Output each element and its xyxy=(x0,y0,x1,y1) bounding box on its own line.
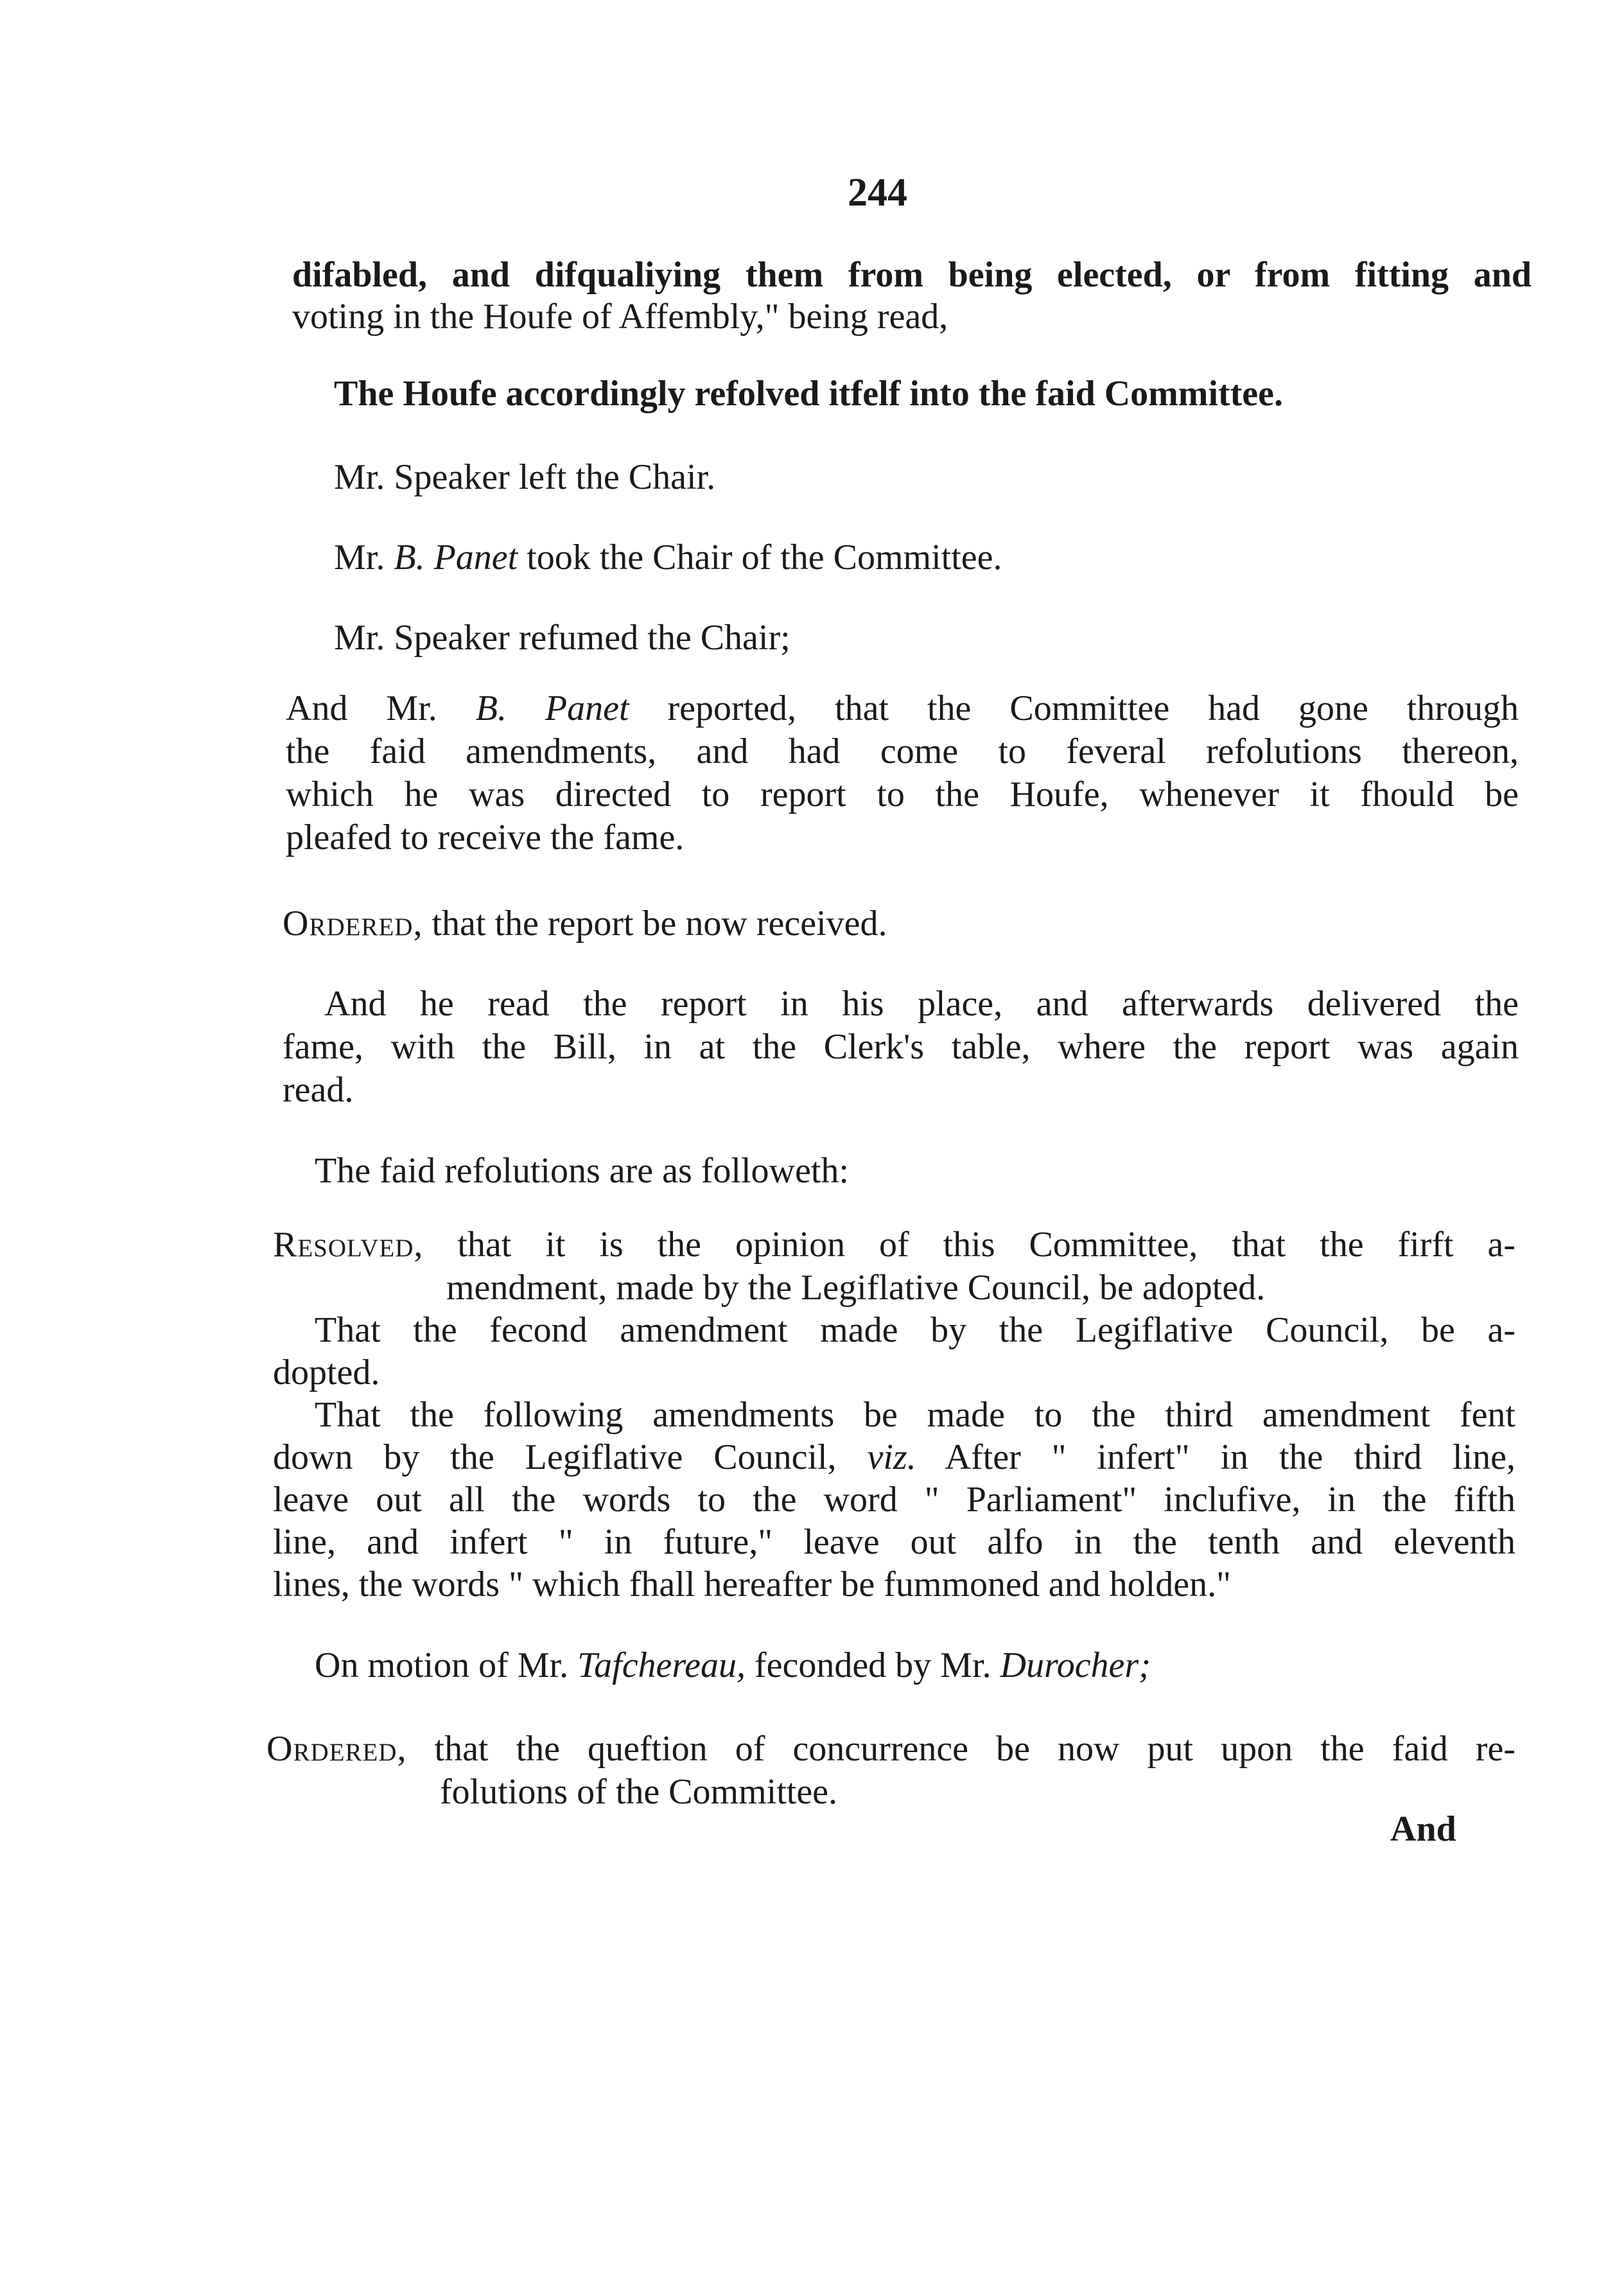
report-name: B. Panet xyxy=(475,688,629,728)
report-paragraph xyxy=(286,687,1519,730)
continuation-line: difabled, and difqualiying them from being elected, or from fitting and xyxy=(292,255,1532,295)
ordered-question-line-2: folutions of the Committee. xyxy=(440,1772,838,1812)
second-amendment-end xyxy=(273,1351,380,1394)
committee-resolve-paragraph xyxy=(334,373,1283,416)
chair-taken-prefix: Mr. xyxy=(334,538,394,577)
ordered-label: Ordered, xyxy=(283,904,423,943)
resolutions-intro-paragraph xyxy=(315,1150,849,1193)
resolved-paragraph xyxy=(273,1223,1515,1267)
third-amendment-end xyxy=(273,1563,1231,1606)
third-amendment-cont xyxy=(273,1521,1515,1564)
ordered-question-end xyxy=(440,1771,837,1814)
third-amendment-paragraph xyxy=(315,1394,1515,1437)
ordered-question-line-1 xyxy=(266,1728,1515,1771)
third-amendment-line-2-pre: down by the Legiflative Council, xyxy=(273,1437,868,1477)
chair-taken-name: B. Panet xyxy=(394,538,518,577)
delivered-paragraph-cont xyxy=(283,1026,1519,1069)
ordered-label: Ordered, xyxy=(266,1729,407,1769)
speaker-left-paragraph xyxy=(334,456,715,499)
report-paragraph-cont xyxy=(286,773,1519,816)
report-line-3: which he was directed to report to the Houfe, whenever it fhould be xyxy=(286,775,1519,814)
motion-pre: On motion of Mr. xyxy=(315,1645,578,1685)
continuation-paragraph-end xyxy=(292,295,948,338)
resolved-line-1-rest: that it is the opinion of this Committee, that the firft a- xyxy=(423,1225,1515,1265)
delivered-paragraph xyxy=(324,983,1519,1026)
third-amendment-line-5: lines, the words " which fhall hereafter be fummoned and holden." xyxy=(273,1565,1231,1604)
motion-seconder: Durocher; xyxy=(1000,1645,1151,1685)
ordered-question-paragraph xyxy=(266,1728,1515,1771)
continuation-paragraph xyxy=(292,254,1532,297)
resolutions-intro-text: The faid refolutions are as followeth: xyxy=(315,1151,849,1191)
second-amendment-line-2: dopted. xyxy=(273,1353,380,1392)
second-amendment-line-1: That the fecond amendment made by the Legiflative Council, be a- xyxy=(315,1310,1515,1350)
page-number: 244 xyxy=(848,171,907,215)
continuation-line: voting in the Houfe of Affembly," being read, xyxy=(292,297,948,337)
catchword-text: And xyxy=(1390,1809,1456,1849)
report-line-1 xyxy=(286,687,1519,730)
delivered-line-2: fame, with the Bill, in at the Clerk's table, where the report was again xyxy=(283,1027,1519,1067)
third-amendment-cont xyxy=(273,1478,1515,1522)
report-line-2: the faid amendments, and had come to feveral refolutions thereon, xyxy=(286,732,1519,771)
report-line-1-rest: reported, that the Committee had gone through xyxy=(629,688,1519,728)
report-line-4: pleafed to receive the fame. xyxy=(286,818,685,857)
ordered-received-paragraph xyxy=(283,902,887,945)
committee-resolve-text: The Houfe accordingly refolved itfelf into the faid Committee. xyxy=(334,374,1284,414)
resolved-line-1 xyxy=(273,1223,1515,1267)
ordered-question-line-1-rest: that the queftion of concurrence be now put upon the faid re- xyxy=(406,1729,1515,1769)
third-amendment-line-1: That the following amendments be made to the third amendment fent xyxy=(315,1395,1515,1435)
delivered-line-3: read. xyxy=(283,1070,354,1110)
delivered-line-1: And he read the report in his place, and afterwards delivered the xyxy=(324,984,1519,1024)
chair-taken-paragraph xyxy=(334,536,1002,579)
second-amendment-paragraph xyxy=(315,1309,1515,1352)
viz-abbrev: viz. xyxy=(867,1437,916,1477)
report-prefix: And Mr. xyxy=(286,688,476,728)
third-amendment-line-3: leave out all the words to the word " Parliament" inclufive, in the fifth xyxy=(273,1480,1515,1520)
speaker-left-text: Mr. Speaker left the Chair. xyxy=(334,457,716,497)
speaker-resumed-text: Mr. Speaker refumed the Chair; xyxy=(334,618,790,658)
motion-paragraph xyxy=(315,1644,1151,1687)
ordered-received-text: that the report be now received. xyxy=(423,904,887,943)
catchword xyxy=(1390,1808,1456,1851)
motion-mid: feconded by Mr. xyxy=(745,1645,1000,1685)
third-amendment-cont xyxy=(273,1436,1515,1479)
delivered-paragraph-end xyxy=(283,1069,353,1112)
chair-taken-suffix: took the Chair of the Committee. xyxy=(518,538,1002,577)
resolved-line-2: mendment, made by the Legiflative Council, be adopted. xyxy=(446,1268,1266,1308)
resolved-label: Resolved, xyxy=(273,1225,424,1265)
third-amendment-line-2-post: After " infert" in the third line, xyxy=(916,1437,1515,1477)
third-amendment-line-4: line, and infert " in future," leave out alfo in the tenth and eleventh xyxy=(273,1522,1515,1562)
report-paragraph-end xyxy=(286,816,684,859)
report-paragraph-cont xyxy=(286,730,1519,773)
resolved-paragraph-end xyxy=(446,1267,1265,1310)
third-amendment-line-2 xyxy=(273,1436,1515,1479)
motion-mover: Tafchereau, xyxy=(577,1645,746,1685)
speaker-resumed-paragraph xyxy=(334,617,790,660)
